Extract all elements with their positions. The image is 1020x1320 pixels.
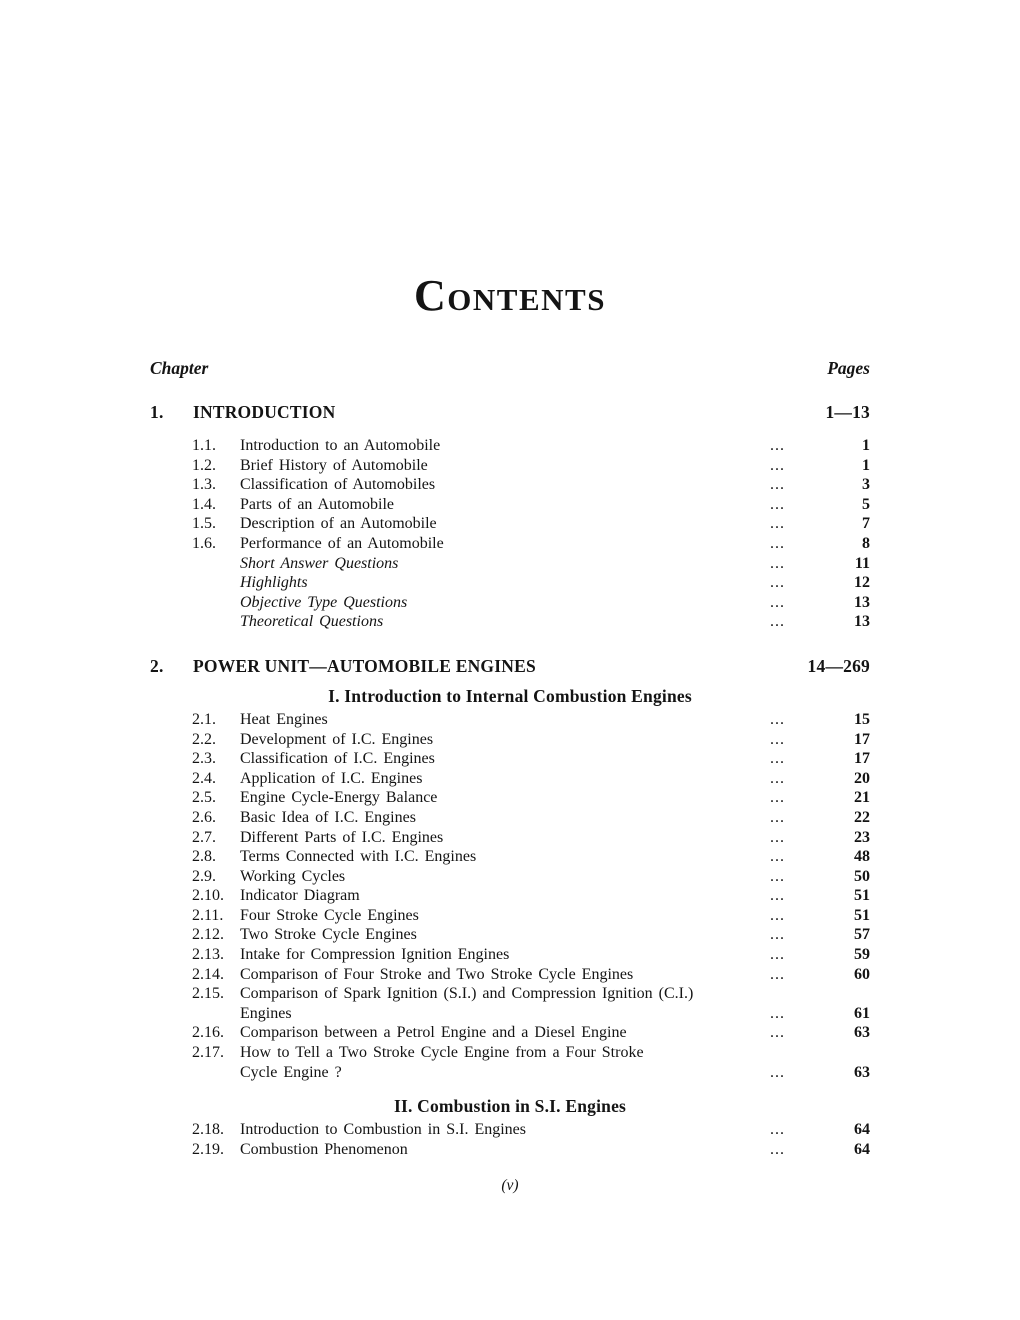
entry-title-line: Classification of I.C. Engines	[240, 750, 435, 768]
toc-entry-row	[150, 867, 870, 887]
entry-number: 2.4.	[192, 769, 216, 787]
chapter-heading-row	[150, 656, 870, 677]
toc-entry-row	[150, 1140, 870, 1160]
entry-title-line: Basic Idea of I.C. Engines	[240, 808, 416, 826]
entry-page-number: 21	[854, 789, 870, 807]
entry-number: 2.16.	[192, 1024, 224, 1042]
entry-title-line: Introduction to an Automobile	[240, 437, 441, 454]
leader-dots: ...	[770, 515, 785, 533]
leader-dots: ...	[770, 769, 785, 787]
entry-number: 2.2.	[192, 730, 216, 748]
toc-entry-row	[150, 828, 870, 848]
entry-page-number: 64	[854, 1121, 870, 1139]
toc-entry-row	[150, 925, 870, 945]
entry-title	[240, 495, 770, 515]
folio-page-number: (v)	[501, 1177, 519, 1195]
leader-dots: ...	[770, 848, 785, 866]
toc-entry-row	[150, 984, 870, 1023]
entry-page-number: 59	[854, 946, 870, 964]
entry-title	[240, 808, 770, 828]
entry-page-number: 20	[854, 769, 870, 787]
entry-number: 2.7.	[192, 828, 216, 846]
entry-number: 2.5.	[192, 789, 216, 807]
leader-dots: ...	[770, 534, 785, 552]
toc-entry-row	[150, 593, 870, 613]
leader-dots: ...	[770, 613, 785, 631]
entry-title	[240, 730, 770, 750]
entry-title	[240, 925, 770, 945]
entry-title-line: Cycle Engine ?	[240, 1063, 342, 1081]
leader-dots: ...	[770, 554, 785, 572]
section-heading: I. Introduction to Internal Combustion Engines	[328, 685, 692, 706]
entry-number: 2.6.	[192, 808, 216, 826]
entry-title-line: Working Cycles	[240, 867, 346, 885]
entry-page-number: 13	[854, 593, 870, 611]
chapter-title: POWER UNIT—AUTOMOBILE ENGINES	[193, 655, 536, 676]
leader-dots: ...	[770, 1140, 785, 1158]
toc-entry-row	[150, 495, 870, 515]
entry-title-line: Heat Engines	[240, 710, 328, 728]
entry-number: 2.1.	[192, 710, 216, 728]
toc-entry-row	[150, 769, 870, 789]
page-title: CONTENTS	[414, 271, 606, 320]
entry-number: 2.11.	[192, 906, 224, 924]
entry-title	[240, 1140, 770, 1160]
entry-title	[240, 593, 770, 613]
entry-page-number: 22	[854, 808, 870, 826]
entry-page-number: 7	[862, 515, 870, 533]
entry-title	[240, 749, 770, 769]
entry-page-number: 1	[862, 437, 870, 454]
entry-title-line: Engine Cycle-Energy Balance	[240, 789, 438, 807]
leader-dots: ...	[770, 1024, 785, 1042]
leader-dots: ...	[770, 476, 785, 494]
entry-number: 1.3.	[192, 476, 216, 494]
column-headers-row	[150, 358, 870, 378]
entry-title-line: Four Stroke Cycle Engines	[240, 906, 419, 924]
entry-title-line: Short Answer Questions	[240, 554, 399, 572]
leader-dots: ...	[770, 906, 785, 924]
leader-dots: ...	[770, 867, 785, 885]
entry-number: 2.12.	[192, 926, 224, 944]
entry-number: 1.6.	[192, 534, 216, 552]
entry-title-line: Highlights	[240, 574, 308, 592]
entry-page-number: 23	[854, 828, 870, 846]
entry-title	[240, 847, 770, 867]
entry-number: 2.9.	[192, 867, 216, 885]
entry-title-line: Comparison of Spark Ignition (S.I.) and Compression Ignition (C.I.)	[240, 985, 694, 1003]
entry-page-number: 61	[854, 1004, 870, 1022]
toc-entry-row	[150, 1043, 870, 1082]
toc-entry-row	[150, 730, 870, 750]
entry-title	[240, 769, 770, 789]
entry-title	[240, 984, 770, 1023]
entry-title-line: Parts of an Automobile	[240, 495, 394, 513]
toc-entry-row	[150, 749, 870, 769]
entry-page-number: 13	[854, 613, 870, 631]
entry-page-number: 63	[854, 1024, 870, 1042]
entry-title	[240, 514, 770, 534]
toc-entry-row	[150, 573, 870, 593]
entry-page-number: 17	[854, 750, 870, 768]
entry-title-line: Brief History of Automobile	[240, 456, 428, 474]
chapter-number: 2.	[150, 655, 164, 676]
entry-title	[240, 710, 770, 730]
toc-entry-row	[150, 886, 870, 906]
entry-page-number: 8	[862, 534, 870, 552]
entry-title	[240, 573, 770, 593]
leader-dots: ...	[770, 730, 785, 748]
toc-entry-row	[150, 456, 870, 476]
entry-title	[240, 475, 770, 495]
entry-title-line: Two Stroke Cycle Engines	[240, 926, 417, 944]
leader-dots: ...	[770, 789, 785, 807]
contents-body	[150, 0, 870, 1195]
entries-group	[150, 1120, 870, 1159]
entry-title	[240, 788, 770, 808]
entry-title	[240, 612, 770, 632]
entry-page-number: 57	[854, 926, 870, 944]
entry-page-number: 3	[862, 476, 870, 494]
toc-entry-row	[150, 534, 870, 554]
leader-dots: ...	[770, 710, 785, 728]
entry-page-number: 11	[854, 554, 870, 572]
entries-group	[150, 436, 870, 632]
entry-title	[240, 1023, 770, 1043]
entry-title	[240, 1120, 770, 1140]
leader-dots: ...	[770, 1004, 785, 1022]
entry-title	[240, 436, 770, 456]
entry-title-line: Application of I.C. Engines	[240, 769, 423, 787]
leader-dots: ...	[770, 750, 785, 768]
entry-title	[240, 906, 770, 926]
leader-dots: ...	[770, 1063, 785, 1081]
entry-title-line: Indicator Diagram	[240, 887, 360, 905]
entry-title-line: Performance of an Automobile	[240, 534, 444, 552]
toc-entry-row	[150, 514, 870, 534]
entry-title-line: Objective Type Questions	[240, 593, 408, 611]
toc-entry-row	[150, 1023, 870, 1043]
entry-title	[240, 1043, 770, 1082]
toc-entry-row	[150, 906, 870, 926]
entry-page-number: 63	[854, 1063, 870, 1081]
leader-dots: ...	[770, 574, 785, 592]
entry-title	[240, 554, 770, 574]
section-heading: II. Combustion in S.I. Engines	[393, 1096, 627, 1117]
leader-dots: ...	[770, 1121, 785, 1139]
entry-number: 2.17.	[192, 1044, 224, 1062]
entry-title	[240, 534, 770, 554]
entry-number: 1.1.	[192, 437, 216, 454]
entry-page-number: 51	[854, 906, 870, 924]
entry-number: 2.14.	[192, 965, 224, 983]
leader-dots: ...	[770, 456, 785, 474]
leader-dots: ...	[770, 828, 785, 846]
toc-entry-row	[150, 554, 870, 574]
toc-entry-row	[150, 965, 870, 985]
entry-number: 1.4.	[192, 495, 216, 513]
entry-page-number: 51	[854, 887, 870, 905]
leader-dots: ...	[770, 437, 785, 454]
entry-page-number: 64	[854, 1140, 870, 1158]
entry-title-line: Combustion Phenomenon	[240, 1140, 408, 1158]
entry-page-number: 1	[862, 456, 870, 474]
entry-title-line: Intake for Compression Ignition Engines	[240, 946, 510, 964]
entry-title-line: Description of an Automobile	[240, 515, 437, 533]
toc-entry-row	[150, 847, 870, 867]
leader-dots: ...	[770, 946, 785, 964]
toc-entry-row	[150, 788, 870, 808]
entry-number: 2.8.	[192, 848, 216, 866]
entries-group	[150, 710, 870, 1082]
leader-dots: ...	[770, 887, 785, 905]
entry-title-line: Comparison between a Petrol Engine and a Diesel Engine	[240, 1024, 627, 1042]
leader-dots: ...	[770, 808, 785, 826]
entry-page-number: 5	[862, 495, 870, 513]
entry-page-number: 50	[854, 867, 870, 885]
entry-number: 2.3.	[192, 750, 216, 768]
leader-dots: ...	[770, 495, 785, 513]
entry-title	[240, 965, 770, 985]
entry-number: 2.19.	[192, 1140, 224, 1158]
pages-column-header: Pages	[827, 358, 870, 378]
toc-entry-row	[150, 945, 870, 965]
entry-title-line: Development of I.C. Engines	[240, 730, 434, 748]
toc-entry-row	[150, 1120, 870, 1140]
entry-number: 1.5.	[192, 515, 216, 533]
toc-entry-row	[150, 612, 870, 632]
entry-number: 2.15.	[192, 985, 224, 1003]
entry-title	[240, 886, 770, 906]
entry-title-line: Theoretical Questions	[240, 613, 384, 631]
entry-title	[240, 456, 770, 476]
toc-entry-row	[150, 475, 870, 495]
entry-title-line: Engines	[240, 1004, 292, 1022]
entry-title	[240, 828, 770, 848]
chapter-pages-range: 14—269	[807, 655, 870, 676]
entry-page-number: 15	[854, 710, 870, 728]
entry-title	[240, 867, 770, 887]
entry-title-line: Terms Connected with I.C. Engines	[240, 848, 477, 866]
chapter-pages-range: 1—13	[825, 402, 870, 422]
entry-page-number: 48	[854, 848, 870, 866]
entry-number: 2.18.	[192, 1121, 224, 1139]
chapter-column-header: Chapter	[150, 358, 209, 378]
entry-title-line: Different Parts of I.C. Engines	[240, 828, 444, 846]
entry-page-number: 60	[854, 965, 870, 983]
entry-title-line: Classification of Automobiles	[240, 476, 436, 494]
chapter-title: INTRODUCTION	[193, 402, 336, 422]
entry-title-line: How to Tell a Two Stroke Cycle Engine from a Four Stroke	[240, 1044, 644, 1062]
entry-title	[240, 945, 770, 965]
toc-entry-row	[150, 808, 870, 828]
entry-number: 1.2.	[192, 456, 216, 474]
leader-dots: ...	[770, 926, 785, 944]
leader-dots: ...	[770, 965, 785, 983]
entry-number: 2.13.	[192, 946, 224, 964]
chapter-heading-row	[150, 402, 870, 423]
toc-body	[150, 402, 870, 1159]
entry-title-line: Comparison of Four Stroke and Two Stroke Cycle Engines	[240, 965, 634, 983]
entry-title-line: Introduction to Combustion in S.I. Engines	[240, 1121, 526, 1139]
entry-number: 2.10.	[192, 887, 224, 905]
toc-entry-row	[150, 436, 870, 456]
chapter-number: 1.	[150, 402, 164, 422]
entry-page-number: 12	[854, 574, 870, 592]
entry-page-number: 17	[854, 730, 870, 748]
toc-entry-row	[150, 710, 870, 730]
leader-dots: ...	[770, 593, 785, 611]
